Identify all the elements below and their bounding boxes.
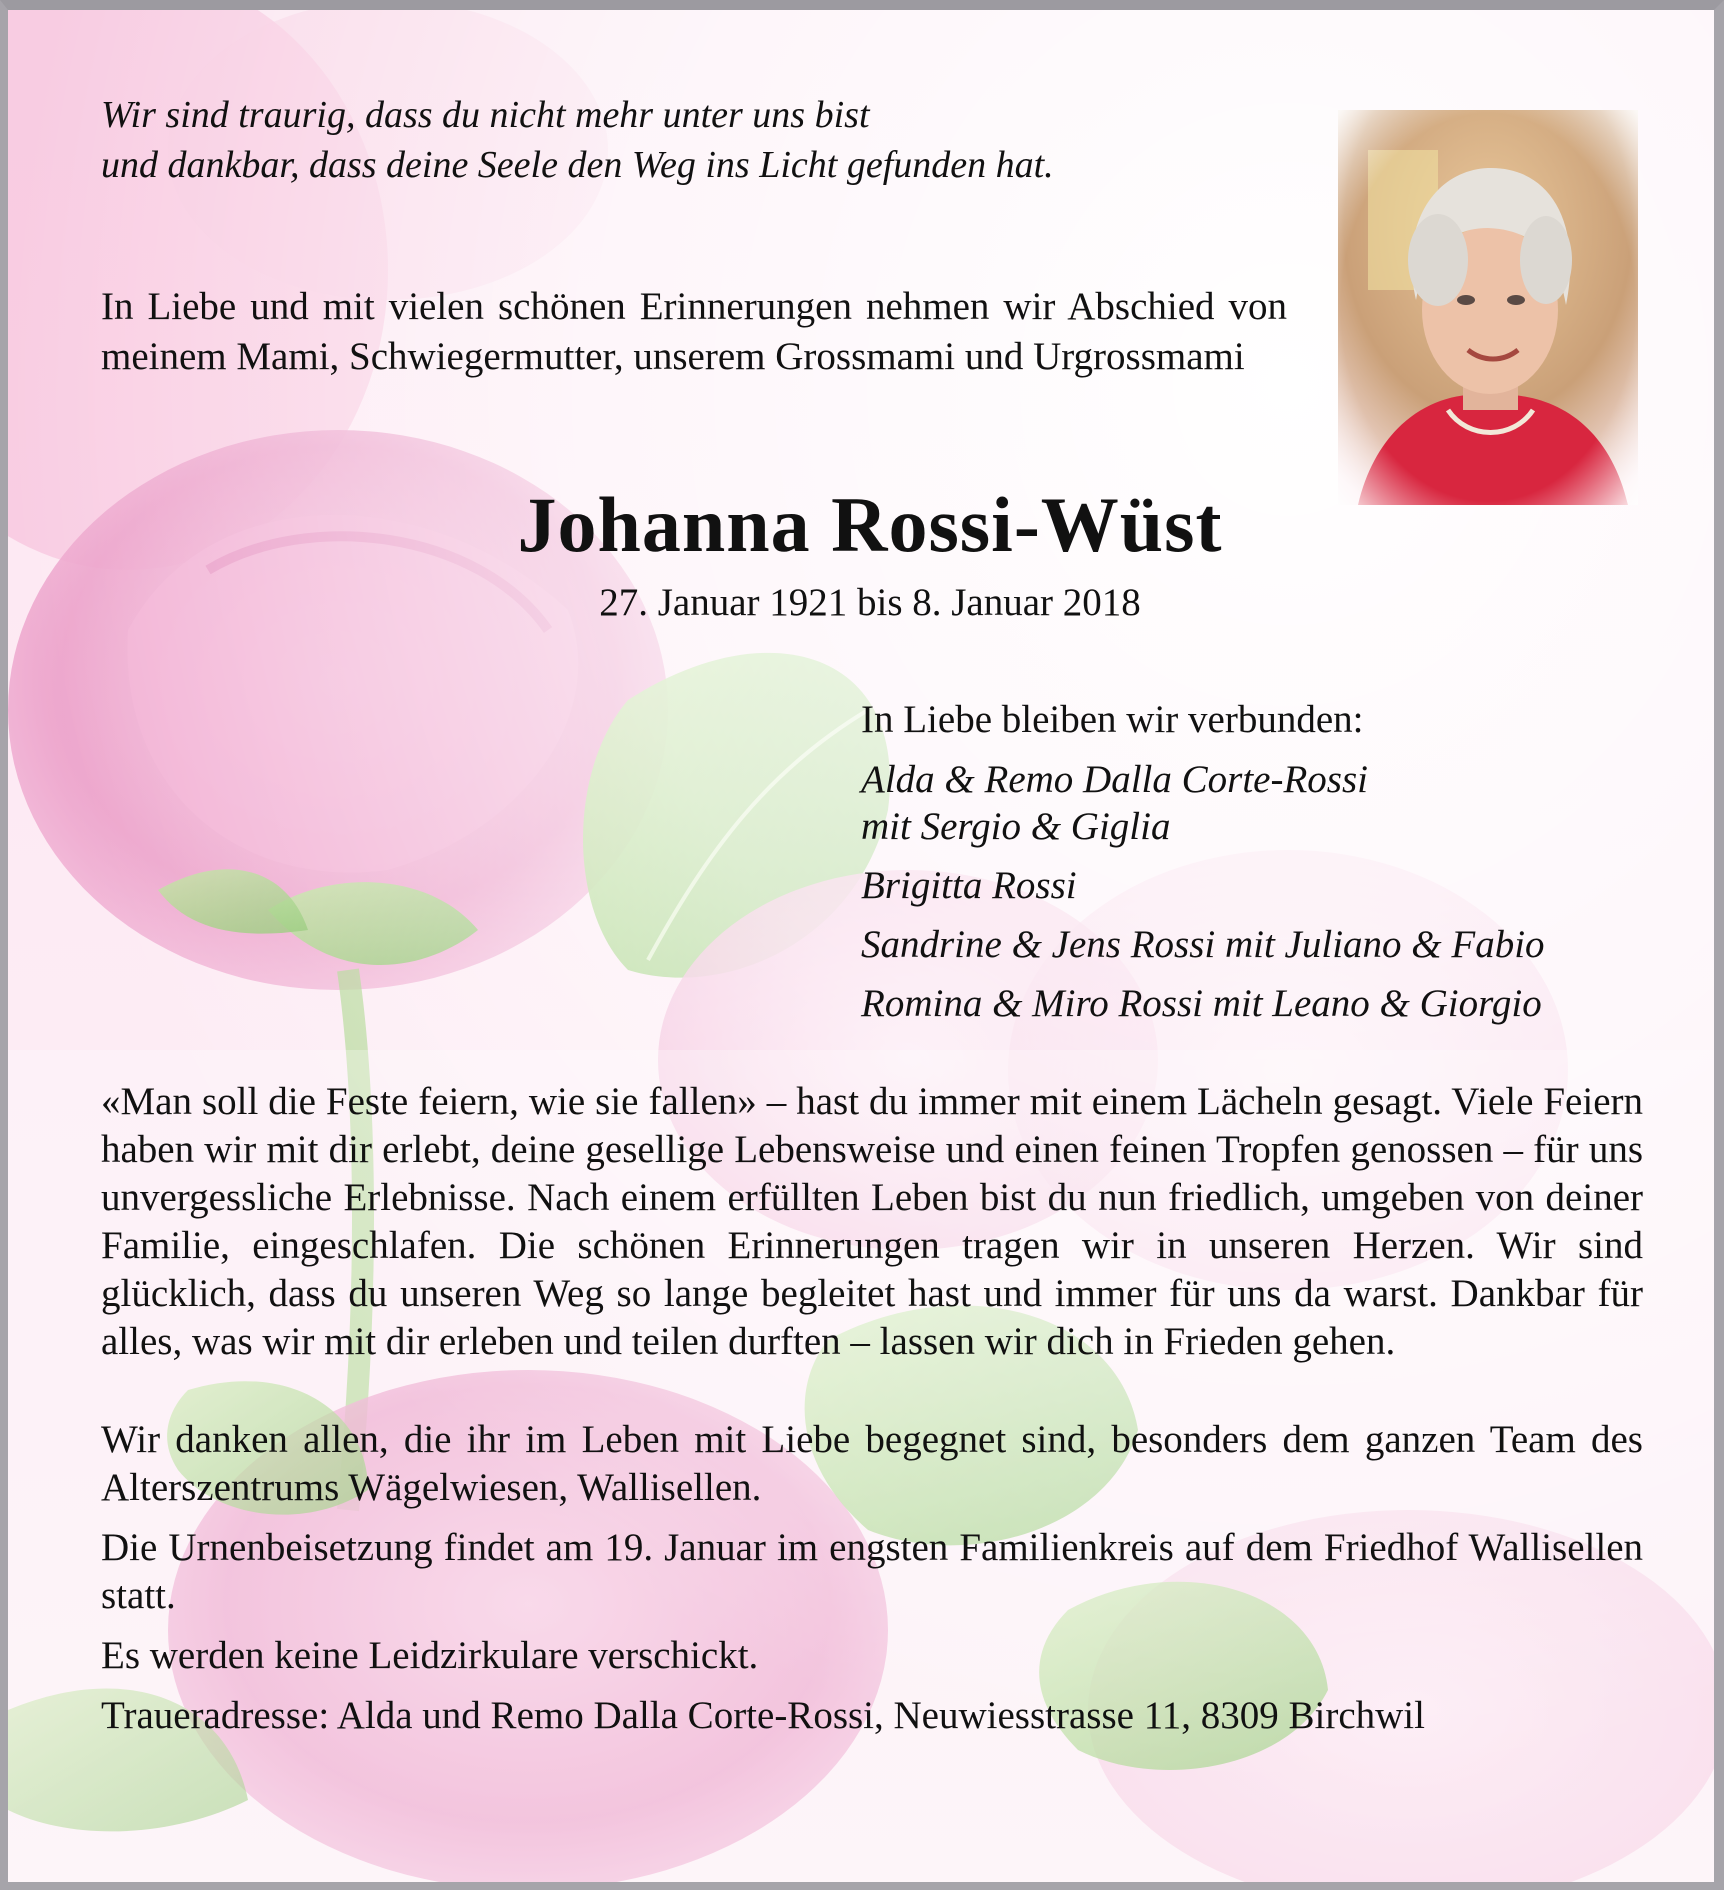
portrait-photo [1338,110,1638,505]
deceased-name [8,480,1724,570]
quote-line: und dankbar, dass deine Seele den Weg ins Licht gefunden hat. [101,144,1054,186]
survivor-entry [861,756,1545,850]
survivor-line: Romina & Miro Rossi mit Leano & Giorgio [861,982,1542,1025]
survivors-list [861,696,1545,1039]
survivor-line: Sandrine & Jens Rossi mit Juliano & Fabio [861,923,1545,966]
survivor-line: mit Sergio & Giglia [861,805,1171,848]
intro-text: In Liebe und mit vielen schönen Erinnerungen nehmen wir Abschied von meinem Mami, Schwiegermutter, unserem Grossmami und Urgrossmami [101,285,1287,378]
no-circulars-paragraph: Es werden keine Leidzirkulare verschickt. [101,1634,759,1677]
body-text [101,1078,1643,1752]
burial-paragraph: Die Urnenbeisetzung findet am 19. Januar im engsten Familienkreis auf dem Friedhof Wallisellen statt. [101,1526,1643,1617]
life-dates: 27. Januar 1921 bis 8. Januar 2018 [599,581,1141,624]
survivor-line: Alda & Remo Dalla Corte-Rossi [861,758,1368,801]
survivors-lead: In Liebe bleiben wir verbunden: [861,698,1364,741]
survivor-entry [861,862,1545,909]
opening-quote [101,90,1054,190]
deceased-name-heading: Johanna Rossi-Wüst [517,481,1223,568]
thanks-paragraph: Wir danken allen, die ihr im Leben mit Liebe begegnet sind, besonders dem ganzen Team des Alterszentrums Wägelwiesen, Wallisellen. [101,1418,1643,1509]
quote-line: Wir sind traurig, dass du nicht mehr unter uns bist [101,94,870,136]
memorial-paragraph: «Man soll die Feste feiern, wie sie fallen» – hast du immer mit einem Lächeln gesagt. Viele Feiern haben wir mit dir erlebt, deine gesellige Lebensweise und einen feinen Tropfen genossen – für uns unvergessliche Erlebnisse. Nach einem erfüllten Leben bist du nun friedlich, umgeben von deiner Familie, eingeschlafen. Die schönen Erinnerungen tragen wir in unseren Herzen. Wir sind glücklich, dass du unseren Weg so lange begleitet hast und immer für uns da warst. Dankbar für alles, was wir mit dir erleben und teilen durften – lassen wir dich in Frieden gehen. [101,1080,1643,1363]
survivor-entry [861,980,1545,1027]
survivor-line: Brigitta Rossi [861,864,1077,907]
mourning-address: Traueradresse: Alda und Remo Dalla Corte-Rossi, Neuwiesstrasse 11, 8309 Birchwil [101,1694,1425,1737]
survivor-entry [861,921,1545,968]
